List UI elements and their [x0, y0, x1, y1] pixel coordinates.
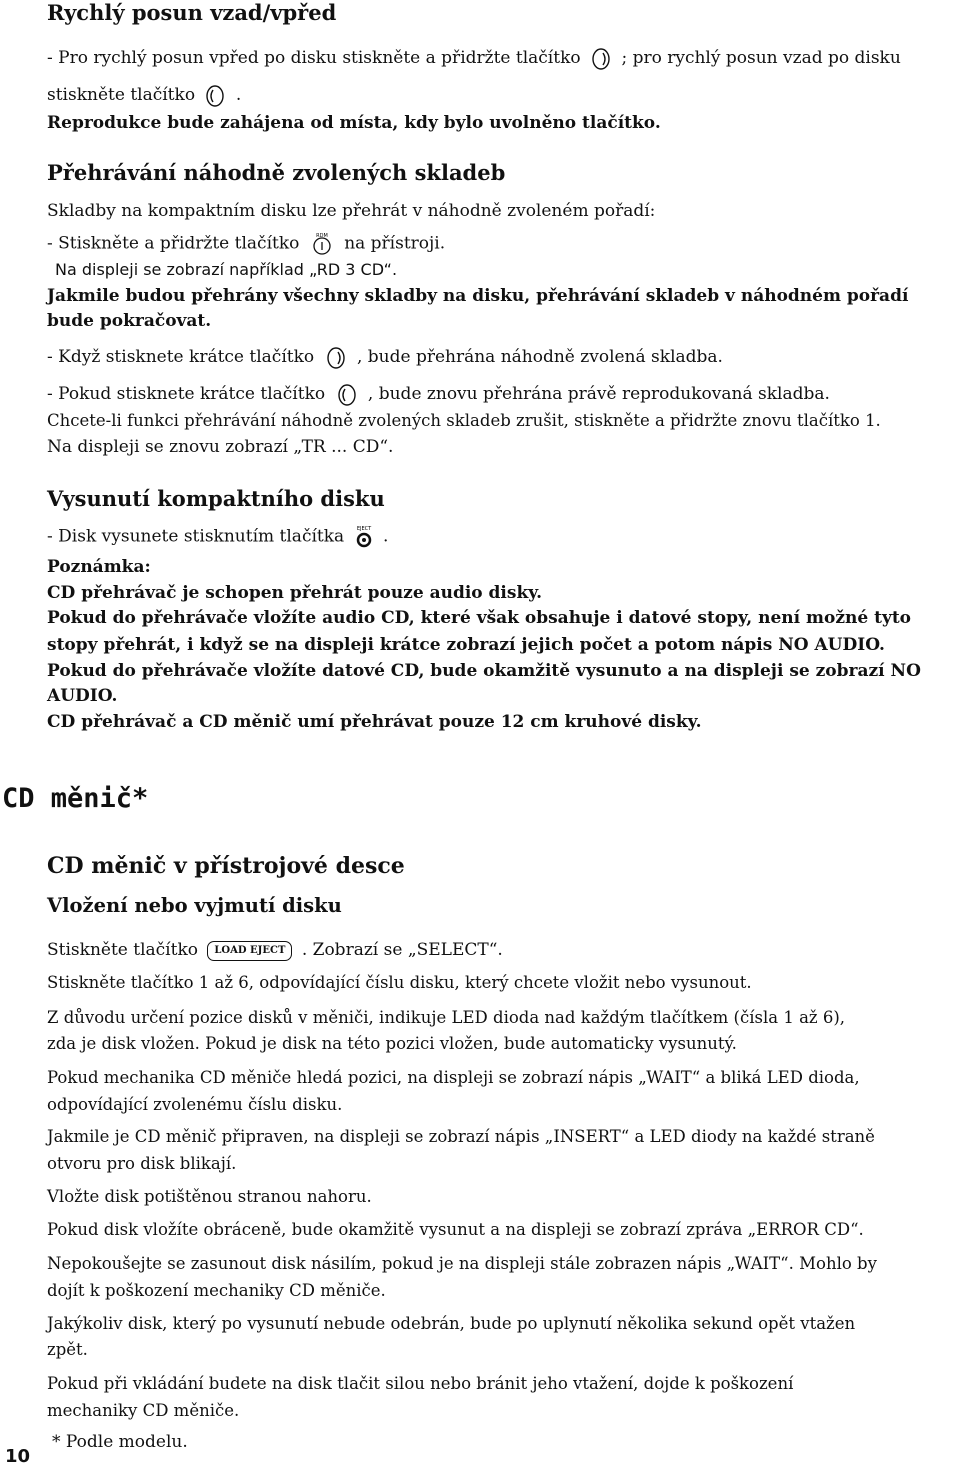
- paragraph: [47, 232, 445, 256]
- paragraph: Na displeji se zobrazí například „RD 3 CD“.: [55, 260, 398, 279]
- text: na přístroji.: [344, 233, 446, 254]
- seek-back-icon: [204, 85, 226, 107]
- paragraph: zda je disk vložen. Pokud je disk na této pozici vložen, bude automaticky vysunutý.: [47, 1034, 737, 1053]
- paragraph: Jakmile je CD měnič připraven, na displeji se zobrazí nápis „INSERT“ a LED diody na každé straně: [47, 1127, 875, 1146]
- paragraph: [47, 383, 830, 406]
- page-number: 10: [5, 1446, 31, 1467]
- svg-text:EJECT: EJECT: [356, 526, 371, 532]
- seek-back-icon: [335, 384, 359, 406]
- text: .: [382, 526, 389, 547]
- text: - Pro rychlý posun vpřed po disku stiskněte a přidržte tlačítko: [47, 48, 581, 68]
- footnote: * Podle modelu.: [52, 1432, 188, 1452]
- paragraph: Pokud mechanika CD měniče hledá pozici, na displeji se zobrazí nápis „WAIT“ a bliká LED dioda,: [47, 1068, 860, 1087]
- load-eject-button-icon: LOAD EJECT: [207, 941, 292, 961]
- bold-note: bude pokračovat.: [47, 311, 212, 331]
- paragraph: Nepokoušejte se zasunout disk násilím, pokud je na displeji stále zobrazen nápis „WAIT“. Mohlo by: [47, 1254, 877, 1273]
- note-line: CD přehrávač je schopen přehrát pouze audio disky.: [47, 583, 543, 603]
- note-line: CD přehrávač a CD měnič umí přehrávat pouze 12 cm kruhové disky.: [47, 712, 702, 732]
- paragraph: dojít k poškození mechaniky CD měniče.: [47, 1281, 386, 1300]
- paragraph: Skladby na kompaktním disku lze přehrát v náhodně zvoleném pořadí:: [47, 201, 656, 221]
- paragraph: mechaniky CD měniče.: [47, 1401, 240, 1420]
- paragraph: [47, 346, 723, 369]
- paragraph: Pokud při vkládání budete na disk tlačit silou nebo bránit jeho vtažení, dojde k poškození: [47, 1374, 794, 1393]
- text: ; pro rychlý posun vzad po disku: [621, 48, 901, 68]
- note-line: AUDIO.: [47, 686, 118, 706]
- note-line: Pokud do přehrávače vložíte datové CD, bude okamžitě vysunuto a na displeji se zobrazí NO: [47, 661, 921, 681]
- subsection-title: Vložení nebo vyjmutí disku: [47, 894, 342, 917]
- paragraph: Vložte disk potištěnou stranou nahoru.: [47, 1187, 372, 1206]
- note-title: Poznámka:: [47, 557, 151, 577]
- paragraph: Z důvodu určení pozice disků v měniči, indikuje LED dioda nad každým tlačítkem (čísla 1 až 6),: [47, 1008, 846, 1027]
- section-title-eject: Vysunutí kompaktního disku: [47, 486, 385, 511]
- bold-note: Jakmile budou přehrány všechny skladby na disku, přehrávání skladeb v náhodném pořadí: [47, 286, 909, 306]
- section-title-fast-seek: Rychlý posun vzad/vpřed: [47, 0, 337, 25]
- text: Stiskněte tlačítko: [47, 940, 198, 960]
- paragraph: odpovídající zvolenému číslu disku.: [47, 1095, 343, 1114]
- paragraph: Chcete-li funkci přehrávání náhodně zvolených skladeb zrušit, stiskněte a přidržte znovu tlačítko 1.: [47, 411, 881, 430]
- section-title-random: Přehrávání náhodně zvolených skladeb: [47, 160, 506, 185]
- paragraph: [47, 47, 901, 70]
- eject-icon: [354, 525, 374, 549]
- seek-forward-icon: [590, 48, 612, 70]
- text: . Zobrazí se „SELECT“.: [301, 940, 503, 960]
- svg-text:RDM: RDM: [315, 233, 328, 239]
- paragraph: [47, 525, 388, 549]
- text: , bude přehrána náhodně zvolená skladba.: [356, 347, 723, 367]
- section-title-changer: CD měnič v přístrojové desce: [47, 853, 405, 879]
- text: stiskněte tlačítko: [47, 85, 196, 105]
- text: .: [235, 85, 242, 105]
- paragraph: Pokud disk vložíte obráceně, bude okamžitě vysunut a na displeji se zobrazí zpráva „ERROR CD“.: [47, 1220, 864, 1239]
- bold-note: Reprodukce bude zahájena od místa, kdy bylo uvolněno tlačítko.: [47, 113, 661, 133]
- paragraph: [47, 939, 503, 961]
- paragraph: [47, 84, 241, 107]
- paragraph: Na displeji se znovu zobrazí „TR ... CD“.: [47, 437, 394, 457]
- text: , bude znovu přehrána právě reprodukovaná skladba.: [367, 384, 830, 404]
- seek-forward-icon: [324, 347, 348, 369]
- paragraph: Stiskněte tlačítko 1 až 6, odpovídající číslu disku, který chcete vložit nebo vysunout.: [47, 973, 752, 992]
- text: - Pokud stisknete krátce tlačítko: [47, 384, 326, 404]
- note-line: stopy přehrát, i když se na displeji krátce zobrazí jejich počet a potom nápis NO AUDIO.: [47, 635, 885, 655]
- random-button-icon: [309, 232, 335, 256]
- text: - Disk vysunete stisknutím tlačítka: [47, 526, 345, 547]
- chapter-title: CD měnič*: [2, 783, 149, 814]
- paragraph: otvoru pro disk blikají.: [47, 1154, 237, 1173]
- text: - Když stisknete krátce tlačítko: [47, 347, 315, 367]
- paragraph: zpět.: [47, 1340, 88, 1359]
- note-line: Pokud do přehrávače vložíte audio CD, které však obsahuje i datové stopy, není možné tyto: [47, 608, 912, 628]
- text: - Stiskněte a přidržte tlačítko: [47, 233, 300, 254]
- paragraph: Jakýkoliv disk, který po vysunutí nebude odebrán, bude po uplynutí několika sekund opět vtažen: [47, 1314, 856, 1333]
